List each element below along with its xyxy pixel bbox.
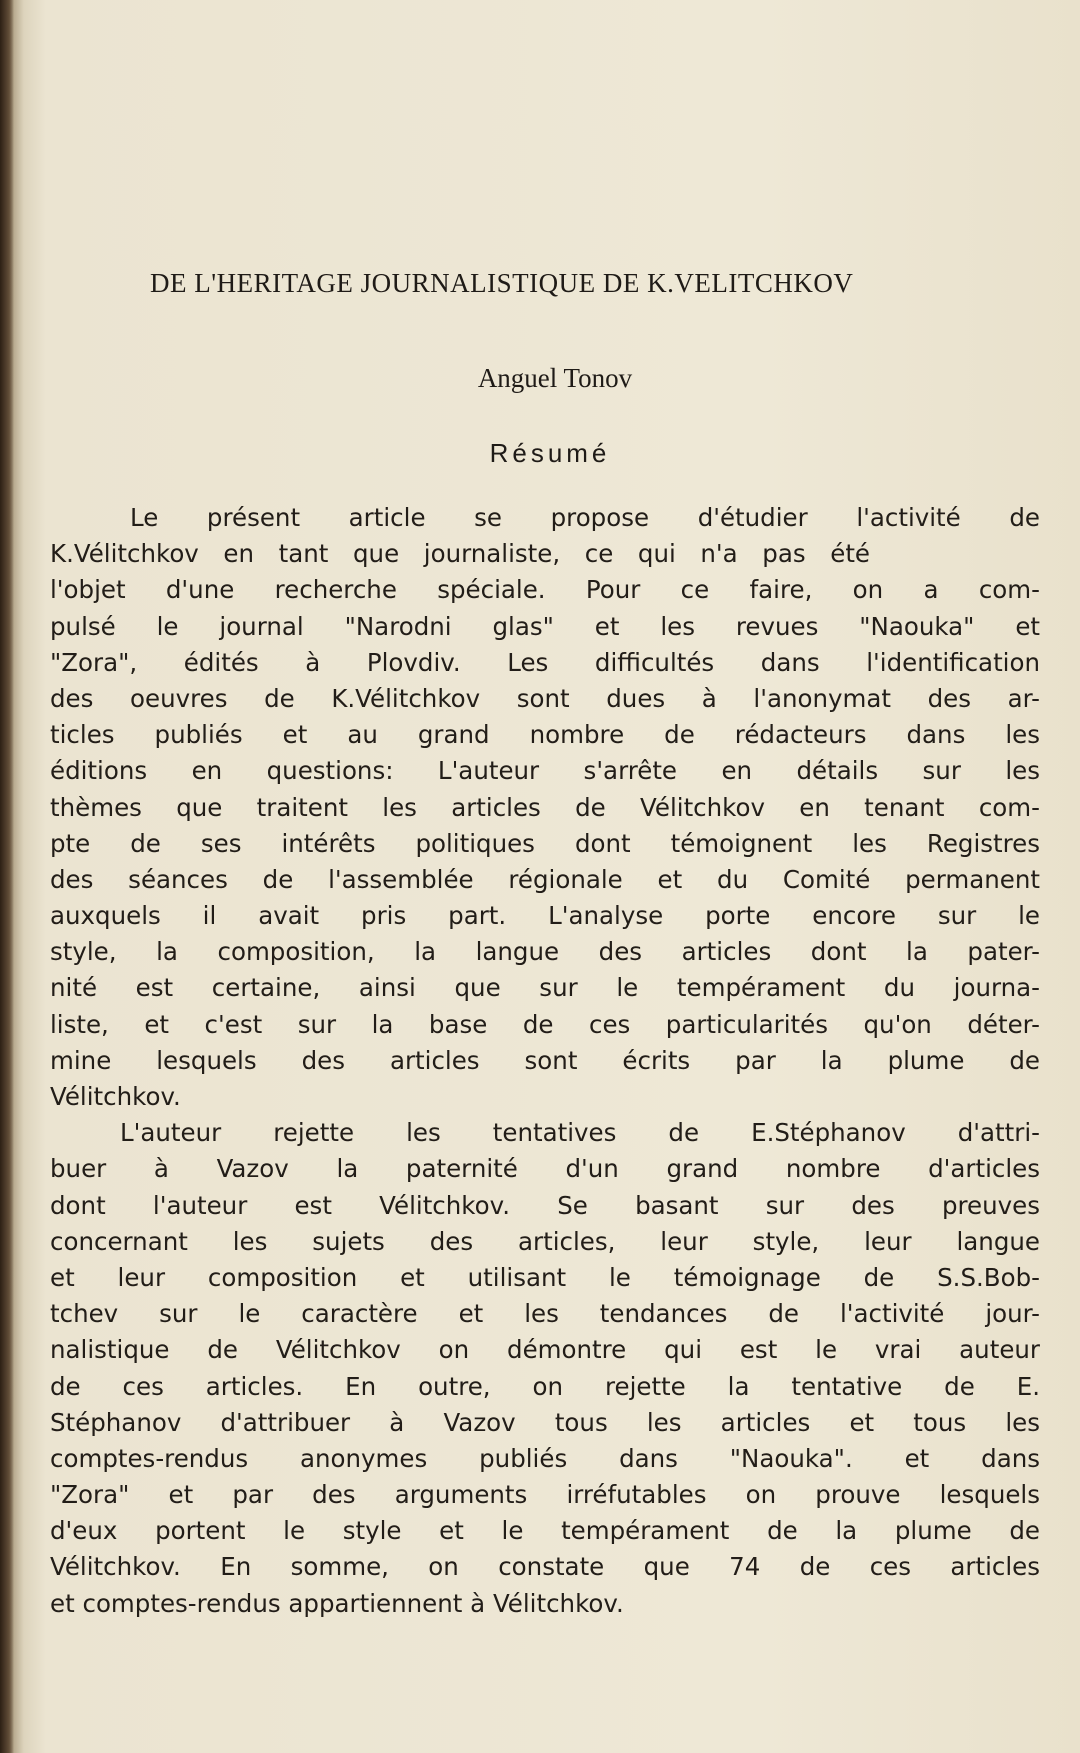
paragraph-2 [50,1115,1040,1622]
text-line: l'objet d'une recherche spéciale. Pour ce faire, on a com- [50,575,1040,605]
text-line: "Zora", édités à Plovdiv. Les difficultés dans l'identification [50,647,1040,677]
text-line: pte de ses intérêts politiques dont témoignent les Registres [50,828,1040,858]
section-heading: Résumé [489,438,611,468]
text-line: style, la composition, la langue des articles dont la pater- [50,937,1040,967]
text-line: des oeuvres de K.Vélitchkov sont dues à l'anonymat des ar- [50,683,1040,713]
text-line: Vélitchkov. [50,1082,181,1111]
text-line: K.Vélitchkov en tant que journaliste, ce qui n'a pas été [50,539,870,569]
text-line: nalistique de Vélitchkov on démontre qui est le vrai auteur [50,1335,1040,1365]
text-line: Vélitchkov. En somme, on constate que 74 de ces articles [50,1552,1040,1582]
text-line: mine lesquels des articles sont écrits par la plume de [50,1045,1040,1075]
text-line: comptes-rendus anonymes publiés dans "Naouka". et dans [50,1443,1040,1473]
text-line: L'auteur rejette les tentatives de E.Stéphanov d'attri- [120,1118,1040,1148]
text-line: "Zora" et par des arguments irréfutables on prouve lesquels [50,1480,1040,1510]
text-line: Le présent article se propose d'étudier l'activité de [130,503,1040,532]
author-name: Anguel Tonov [477,363,633,393]
text-line: éditions en questions: L'auteur s'arrête en détails sur les [50,756,1040,786]
text-line: Stéphanov d'attribuer à Vazov tous les articles et tous les [50,1407,1040,1437]
text-line: concernant les sujets des articles, leur style, leur langue [50,1226,1040,1256]
paragraph-1 [50,500,1040,1115]
text-line: tchev sur le caractère et les tendances de l'activité jour- [50,1299,1040,1329]
text-line: nité est certaine, ainsi que sur le tempérament du journa- [50,973,1040,1003]
article-title: DE L'HERITAGE JOURNALISTIQUE DE K.VELITCHKOV [150,268,854,298]
book-binding-edge [0,0,14,1753]
text-line: et leur composition et utilisant le témoignage de S.S.Bob- [50,1262,1040,1292]
text-line: d'eux portent le style et le tempérament de la plume de [50,1516,1040,1546]
text-line: auxquels il avait pris part. L'analyse porte encore sur le [50,901,1040,931]
text-line: thèmes que traitent les articles de Vélitchkov en tenant com- [50,792,1040,822]
text-line: de ces articles. En outre, on rejette la tentative de E. [50,1371,1040,1401]
text-line: et comptes-rendus appartiennent à Vélitchkov. [50,1588,624,1618]
text-line: dont l'auteur est Vélitchkov. Se basant sur des preuves [50,1190,1040,1220]
body-text [50,500,1040,1622]
text-line: liste, et c'est sur la base de ces particularités qu'on déter- [50,1009,1040,1039]
text-line: buer à Vazov la paternité d'un grand nombre d'articles [50,1154,1040,1184]
text-line: des séances de l'assemblée régionale et du Comité permanent [50,864,1040,894]
text-line: pulsé le journal "Narodni glas" et les revues "Naouka" et [50,611,1040,641]
text-line: ticles publiés et au grand nombre de rédacteurs dans les [50,720,1040,750]
